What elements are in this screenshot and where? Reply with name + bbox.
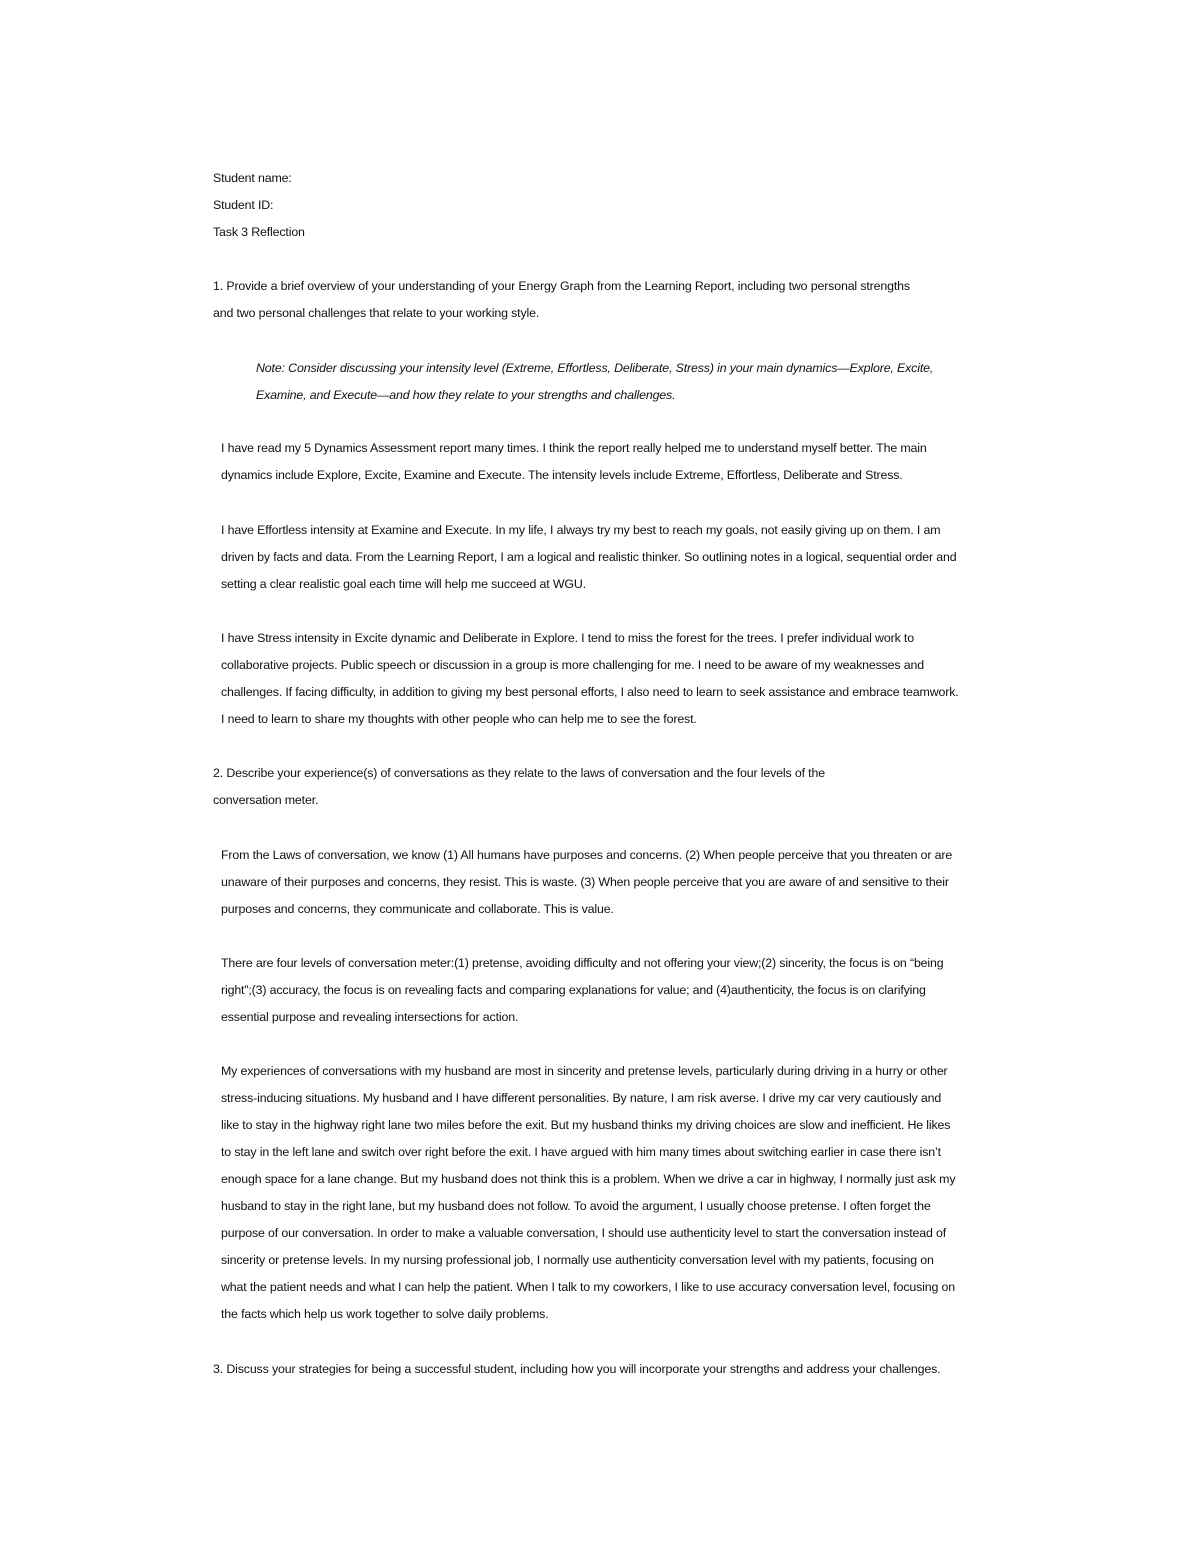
answer-line: My experiences of conversations with my husband are most in sincerity and pretense levels, particularly during driving in a hurry or other xyxy=(221,1064,948,1078)
student-id-label: Student ID: xyxy=(213,198,274,212)
answer-line: essential purpose and revealing intersections for action. xyxy=(221,1010,519,1024)
question-1-line: 1. Provide a brief overview of your understanding of your Energy Graph from the Learning Report, including two personal strengths xyxy=(213,279,910,293)
answer-line: There are four levels of conversation meter:(1) pretense, avoiding difficulty and not offering your view;(2) sincerity, the focus is on “being xyxy=(221,956,944,970)
student-name-label: Student name: xyxy=(213,171,292,185)
answer-line: to stay in the left lane and switch over right before the exit. I have argued with him many times about switching earlier in case there isn’t xyxy=(221,1145,941,1159)
answer-line: I have Stress intensity in Excite dynamic and Deliberate in Explore. I tend to miss the forest for the trees. I prefer individual work to xyxy=(221,631,914,645)
answer-line: like to stay in the highway right lane two miles before the exit. But my husband thinks my driving choices are slow and inefficient. He likes xyxy=(221,1118,951,1132)
answer-line: driven by facts and data. From the Learning Report, I am a logical and realistic thinker. So outlining notes in a logical, sequential order and xyxy=(221,550,957,564)
answer-line: challenges. If facing difficulty, in addition to giving my best personal efforts, I also need to learn to seek assistance and embrace teamwork. xyxy=(221,685,959,699)
question-1-note-line: Examine, and Execute—and how they relate to your strengths and challenges. xyxy=(256,388,676,402)
answer-line: stress-inducing situations. My husband and I have different personalities. By nature, I am risk averse. I drive my car very cautiously and xyxy=(221,1091,942,1105)
task-title: Task 3 Reflection xyxy=(213,225,305,239)
answer-line: sincerity or pretense levels. In my nursing professional job, I normally use authenticity conversation level with my patients, focusing on xyxy=(221,1253,934,1267)
question-1-note-line: Note: Consider discussing your intensity level (Extreme, Effortless, Deliberate, Stress) in your main dynamics—Explore, Excite, xyxy=(256,361,934,375)
answer-line: the facts which help us work together to solve daily problems. xyxy=(221,1307,549,1321)
answer-line: husband to stay in the right lane, but my husband does not follow. To avoid the argument, I usually choose pretense. I often forget the xyxy=(221,1199,931,1213)
answer-line: right”;(3) accuracy, the focus is on revealing facts and comparing explanations for value; and (4)authenticity, the focus is on clarifying xyxy=(221,983,926,997)
question-2-line: conversation meter. xyxy=(213,793,319,807)
answer-line: what the patient needs and what I can help the patient. When I talk to my coworkers, I like to use accuracy conversation level, focusing on xyxy=(221,1280,956,1294)
answer-line: purposes and concerns, they communicate and collaborate. This is value. xyxy=(221,902,614,916)
question-1-line: and two personal challenges that relate to your working style. xyxy=(213,306,540,320)
answer-line: collaborative projects. Public speech or discussion in a group is more challenging for me. I need to be aware of my weaknesses and xyxy=(221,658,924,672)
answer-line: I need to learn to share my thoughts with other people who can help me to see the forest. xyxy=(221,712,697,726)
answer-line: I have Effortless intensity at Examine and Execute. In my life, I always try my best to reach my goals, not easily giving up on them. I am xyxy=(221,523,941,537)
answer-line: setting a clear realistic goal each time will help me succeed at WGU. xyxy=(221,577,586,591)
answer-line: enough space for a lane change. But my husband does not think this is a problem. When we drive a car in highway, I normally just ask my xyxy=(221,1172,956,1186)
question-2-line: 2. Describe your experience(s) of conversations as they relate to the laws of conversation and the four levels of the xyxy=(213,766,825,780)
answer-line: I have read my 5 Dynamics Assessment report many times. I think the report really helped me to understand myself better. The main xyxy=(221,441,927,455)
answer-line: unaware of their purposes and concerns, they resist. This is waste. (3) When people perceive that you are aware of and sensitive to their xyxy=(221,875,949,889)
answer-line: From the Laws of conversation, we know (1) All humans have purposes and concerns. (2) When people perceive that you threaten or are xyxy=(221,848,953,862)
answer-line: dynamics include Explore, Excite, Examine and Execute. The intensity levels include Extreme, Effortless, Deliberate and Stress. xyxy=(221,468,903,482)
question-3-line: 3. Discuss your strategies for being a successful student, including how you will incorporate your strengths and address your challenges. xyxy=(213,1362,941,1376)
answer-line: purpose of our conversation. In order to make a valuable conversation, I should use authenticity level to start the conversation instead of xyxy=(221,1226,947,1240)
